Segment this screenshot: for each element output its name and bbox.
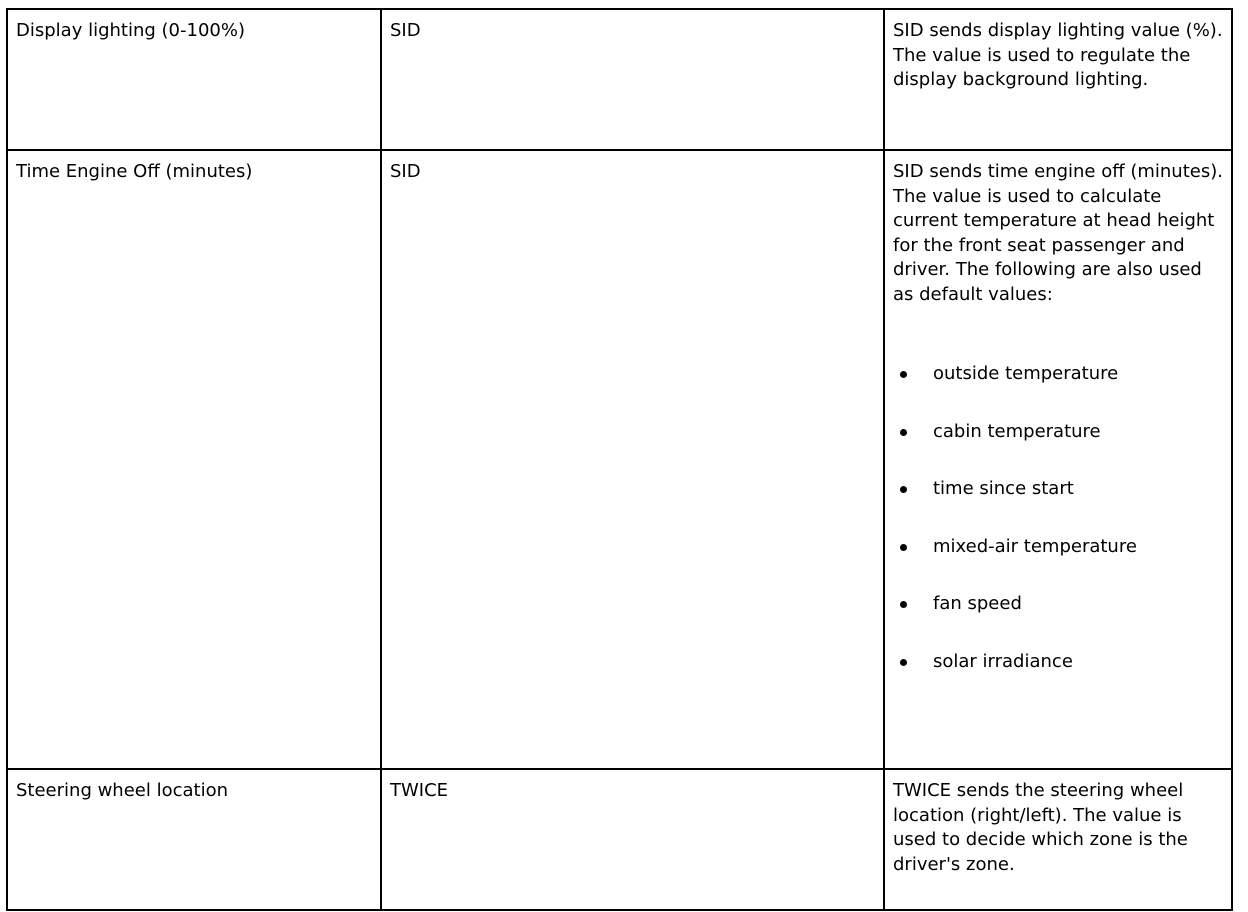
bullet-icon — [900, 371, 907, 378]
table-row — [7, 150, 1232, 769]
list-item — [893, 420, 1223, 445]
list-item-text: time since start — [933, 478, 1074, 499]
signal-source: TWICE — [390, 780, 449, 801]
list-item-text: solar irradiance — [933, 650, 1073, 672]
signal-table — [6, 8, 1233, 911]
signal-source: SID — [390, 161, 421, 182]
list-item — [893, 650, 1223, 675]
bullet-icon — [900, 429, 907, 436]
table-row — [7, 9, 1232, 150]
table-row — [7, 769, 1232, 910]
list-item-text: mixed-air temperature — [933, 535, 1137, 557]
signal-name-cell — [7, 9, 381, 150]
source-cell — [381, 9, 884, 150]
signal-name-cell — [7, 769, 381, 910]
description-cell — [884, 769, 1232, 910]
list-item-text: cabin temperature — [933, 420, 1101, 442]
signal-name: Display lighting (0-100%) — [16, 20, 245, 41]
list-item — [893, 592, 1223, 617]
list-item-text: fan speed — [933, 593, 1022, 614]
default-values-list — [893, 362, 1223, 674]
description-cell — [884, 9, 1232, 150]
signal-description: SID sends time engine off (minutes). The value is used to calculate current temperature at head height for the front seat passenger and driver. The following are also used as default values: — [893, 161, 1223, 305]
signal-source: SID — [390, 20, 421, 41]
signal-name: Steering wheel location — [16, 780, 229, 801]
list-item — [893, 362, 1223, 387]
source-cell — [381, 769, 884, 910]
list-item-text: outside temperature — [933, 363, 1119, 384]
signal-name: Time Engine Off (minutes) — [16, 161, 253, 182]
signal-name-cell — [7, 150, 381, 769]
list-item — [893, 535, 1223, 560]
signal-description: TWICE sends the steering wheel location (right/left). The value is used to decide which zone is the driver's zone. — [893, 780, 1188, 875]
description-cell — [884, 150, 1232, 769]
bullet-icon — [900, 486, 907, 493]
signal-description: SID sends display lighting value (%). The value is used to regulate the display background lighting. — [893, 20, 1223, 90]
source-cell — [381, 150, 884, 769]
bullet-icon — [900, 544, 907, 551]
list-item — [893, 477, 1223, 502]
bullet-icon — [900, 659, 907, 666]
bullet-icon — [900, 601, 907, 608]
